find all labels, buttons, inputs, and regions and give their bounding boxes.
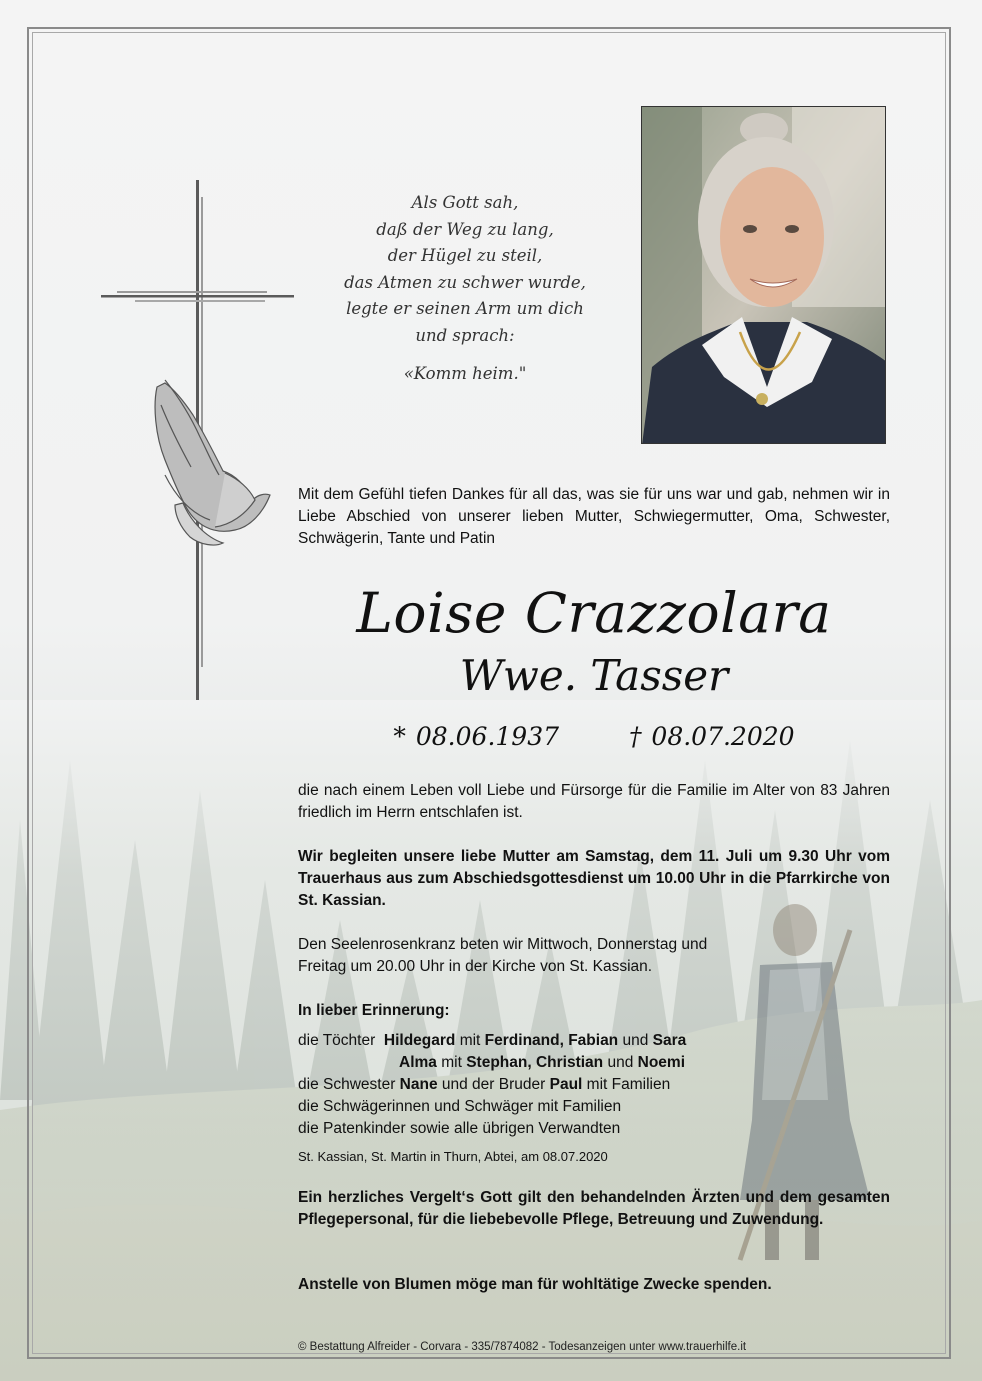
poem-closing: «Komm heim." bbox=[403, 364, 527, 383]
deceased-subname: Wwe. Tasser bbox=[459, 651, 729, 700]
family-row: die Schwägerinnen und Schwäger mit Familien bbox=[298, 1098, 622, 1115]
family-name: Noemi bbox=[637, 1054, 686, 1071]
family-text: die Schwester bbox=[298, 1076, 396, 1093]
family-name: Hildegard bbox=[383, 1032, 456, 1049]
family-name: Sara bbox=[652, 1032, 687, 1049]
life-paragraph: die nach einem Leben voll Liebe und Fürsorge für die Familie im Alter von 83 Jahren friedlich im Herrn entschlafen ist. bbox=[298, 782, 890, 821]
family-text: und bbox=[607, 1054, 634, 1071]
family-row: die Patenkinder sowie alle übrigen Verwandten bbox=[298, 1120, 621, 1137]
portrait-photo bbox=[641, 106, 886, 444]
flowers-note: Anstelle von Blumen möge man für wohltätige Zwecke spenden. bbox=[298, 1276, 772, 1293]
family-name: Alma bbox=[399, 1054, 437, 1071]
death-date: † 08.07.2020 bbox=[628, 722, 795, 751]
family-text: mit bbox=[441, 1054, 462, 1071]
footer-credit: © Bestattung Alfreider - Corvara - 335/7874082 - Todesanzeigen unter www.trauerhilfe.it bbox=[298, 1341, 747, 1353]
family-text: mit Familien bbox=[586, 1076, 671, 1093]
family-row bbox=[298, 1074, 890, 1096]
family-name: Nane bbox=[399, 1076, 438, 1093]
family-list bbox=[298, 1030, 890, 1140]
poem bbox=[330, 190, 600, 388]
memory-heading: In lieber Erinnerung: bbox=[298, 1002, 450, 1019]
family-text: und der Bruder bbox=[441, 1076, 546, 1093]
poem-line: und sprach: bbox=[415, 325, 515, 345]
family-name: Paul bbox=[549, 1076, 583, 1093]
rosary-paragraph: Den Seelenrosenkranz beten wir Mittwoch, Donnerstag und Freitag um 20.00 Uhr in der Kirche von St. Kassian. bbox=[298, 936, 708, 975]
cross-with-praying-hands-icon bbox=[95, 175, 300, 710]
poem-line: legte er seinen Arm um dich bbox=[346, 299, 584, 318]
family-text: die Töchter bbox=[298, 1032, 376, 1049]
family-row bbox=[298, 1052, 890, 1074]
poem-line: der Hügel zu steil, bbox=[387, 246, 543, 265]
place-date: St. Kassian, St. Martin in Thurn, Abtei, am 08.07.2020 bbox=[298, 1149, 608, 1164]
family-text: und bbox=[622, 1032, 649, 1049]
funeral-paragraph: Wir begleiten unsere liebe Mutter am Samstag, dem 11. Juli um 9.30 Uhr vom Trauerhaus aus zum Abschiedsgottesdienst um 10.00 Uhr in die Pfarrkirche von St. Kassian. bbox=[298, 848, 890, 909]
family-text: mit bbox=[459, 1032, 481, 1049]
poem-line: daß der Weg zu lang, bbox=[376, 219, 554, 239]
life-dates bbox=[298, 722, 890, 751]
family-row bbox=[298, 1030, 890, 1052]
family-name: Stephan, Christian bbox=[466, 1054, 604, 1071]
family-name: Ferdinand, Fabian bbox=[484, 1032, 619, 1049]
birth-date: * 08.06.1937 bbox=[393, 722, 560, 751]
deceased-name: Loise Crazzolara bbox=[356, 581, 832, 645]
deceased-name-block bbox=[298, 578, 890, 704]
intro-text: Mit dem Gefühl tiefen Dankes für all das, was sie für uns war und gab, nehmen wir in Liebe Abschied von unserer lieben Mutter, Schwiegermutter, Oma, Schwester, Schwägerin, Tante und Patin bbox=[298, 486, 890, 547]
poem-line: das Atmen zu schwer wurde, bbox=[344, 272, 586, 292]
thanks-paragraph: Ein herzliches Vergelt‘s Gott gilt den behandelnden Ärzten und dem gesamten Pflegepersonal, für die liebebevolle Pflege, Betreuung und Zuwendung. bbox=[298, 1189, 890, 1228]
poem-line: Als Gott sah, bbox=[411, 193, 519, 212]
